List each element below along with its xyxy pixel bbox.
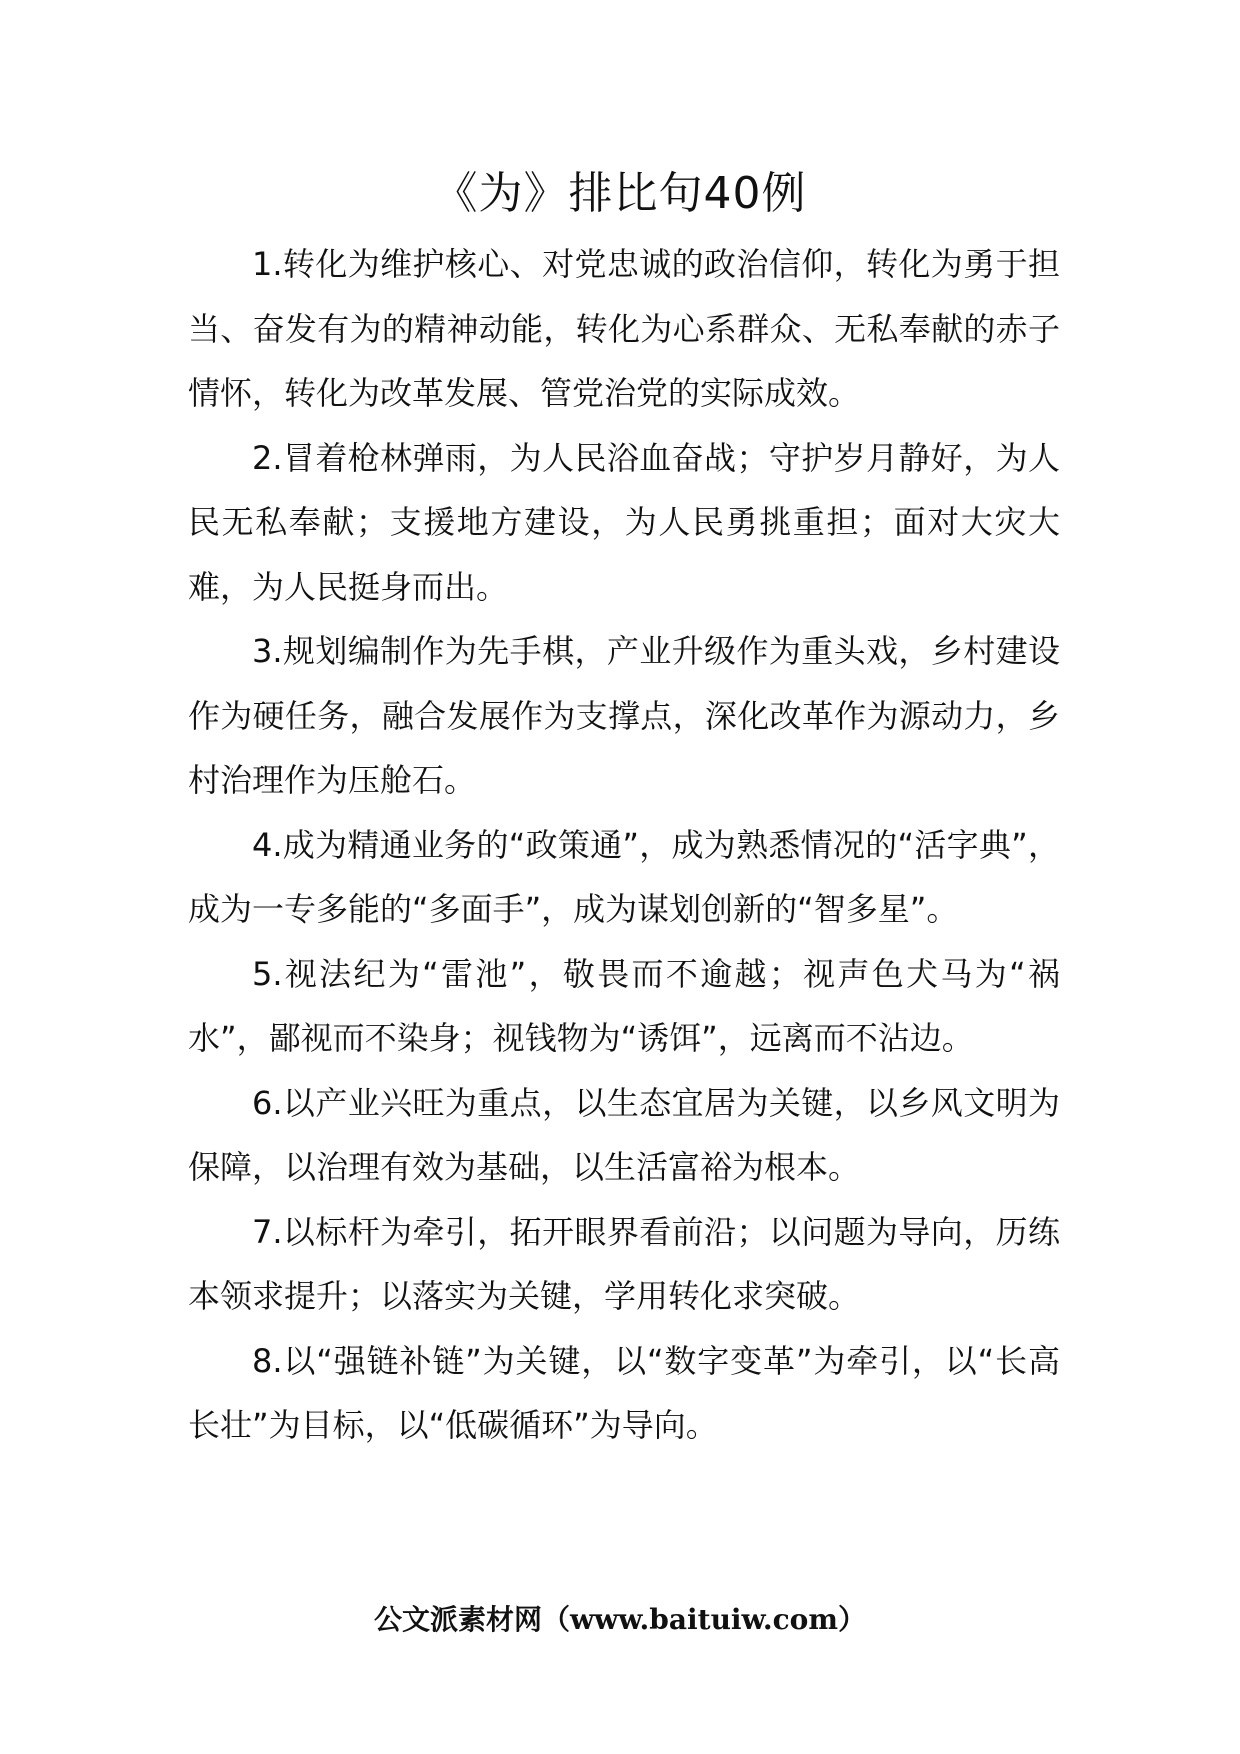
paragraph-4: 4.成为精通业务的“政策通”，成为熟悉情况的“活字典”，成为一专多能的“多面手”，成为谋划创新的“智多星”。 [188, 825, 1060, 928]
paragraph-8: 8.以“强链补链”为关键，以“数字变革”为牵引，以“长高长壮”为目标，以“低碳循环”为导向。 [188, 1341, 1060, 1444]
paragraph-7: 7.以标杆为牵引，拓开眼界看前沿；以问题为导向，历练本领求提升；以落实为关键，学用转化求突破。 [188, 1212, 1060, 1315]
paragraph-2: 2.冒着枪林弹雨，为人民浴血奋战；守护岁月静好，为人民无私奉献；支援地方建设，为人民勇挑重担；面对大灾大难，为人民挺身而出。 [188, 438, 1060, 606]
paragraph-1: 1.转化为维护核心、对党忠诚的政治信仰，转化为勇于担当、奋发有为的精神动能，转化为心系群众、无私奉献的赤子情怀，转化为改革发展、管党治党的实际成效。 [188, 245, 1060, 412]
page-footer-watermark: 公文派素材网（www.baituiw.com） [374, 1603, 866, 1636]
document-title: 《为》排比句40例 [433, 168, 807, 219]
paragraph-3: 3.规划编制作为先手棋，产业升级作为重头戏，乡村建设作为硬任务，融合发展作为支撑点，深化改革作为源动力，乡村治理作为压舱石。 [188, 632, 1060, 799]
paragraph-6: 6.以产业兴旺为重点，以生态宜居为关键，以乡风文明为保障，以治理有效为基础，以生活富裕为根本。 [188, 1083, 1060, 1186]
document-body [188, 232, 1060, 1458]
paragraph-5: 5.视法纪为“雷池”，敬畏而不逾越；视声色犬马为“祸水”，鄙视而不染身；视钱物为“诱饵”，远离而不沾边。 [188, 954, 1060, 1057]
